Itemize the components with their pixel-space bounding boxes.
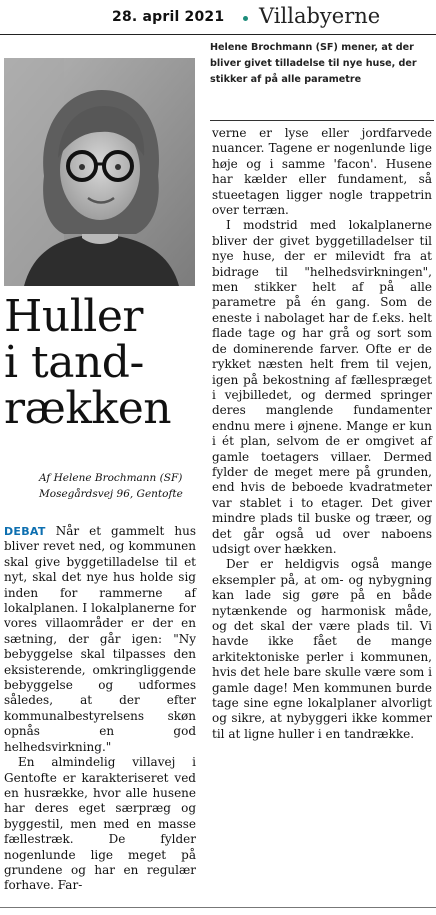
headline-line: rækken xyxy=(4,383,172,434)
bottom-rule xyxy=(0,907,436,908)
article-headline xyxy=(4,291,200,434)
byline-author: Af Helene Brochmann (SF) xyxy=(39,472,183,484)
article-column-1 xyxy=(4,524,196,894)
debate-kicker: DEBAT xyxy=(4,525,46,538)
caption-rule xyxy=(210,120,434,121)
headline-line: Huller xyxy=(4,291,143,342)
section-name: Villabyerne xyxy=(259,4,381,28)
issue-date: 28. april 2021 xyxy=(112,9,225,25)
article-paragraph: verne er lyse eller jordfarvede nuancer. Tagene er nogenlunde lige høje og i samme 'facon'. Husene har kælder eller fundament, så stueetagen ligger nogle trappetrin over terræn. xyxy=(212,126,432,218)
article-paragraph xyxy=(4,524,196,755)
portrait-photo xyxy=(4,58,195,286)
portrait-photo-icon xyxy=(4,58,195,286)
article-paragraph: En almindelig villavej i Gentofte er karakteriseret ved en husrække, hvor alle husene har deres eget særpræg og byggestil, men med en masse fællestræk. De fylder nogenlunde lige meget på grundene og har en regulær forhave. Far- xyxy=(4,755,196,893)
paragraph-text: Når et gammelt hus bliver revet ned, og kommunen skal give byggetilladelse til et nyt, skal det nye hus holde sig inden for rammerne af lokalplanen. I lokalplanerne for vores villaområder er der en sætning, der går igen: "Ny bebyggelse skal tilpasses den eksisterende, omkringliggende bebyggelse og udformes således, at der efter kommunalbestyrelsens skøn opnås en god helhedsvirkning." xyxy=(4,524,196,754)
article-paragraph: Der er heldigvis også mange eksempler på, at om- og nybygning kan lade sig gøre på en både nytænkende og harmonisk måde, og det skal der være plads til. Vi havde ikke fået de mange arkitektoniske perler i kommunen, hvis det hele bare skulle være som i gamle dage! Men kommunen burde tage sine egne lokalplaner alvorligt og sikre, at nybyggeri ikke kommer til at ligne huller i en tandrække. xyxy=(212,557,432,741)
article-paragraph: I modstrid med lokalplanerne bliver der givet byggetilladelser til nye huse, der er milevidt fra at bidrage til "helhedsvirkningen", men stikker helt af på alle parametre på én gang. Som de eneste i nabolaget har de f.eks. helt flade tage og har grå og sort som de dominerende farver. Ofte er de rykket næsten helt frem til vejen, igen på bekostning af fællespræget i vejbilledet, og dermed springer deres manglende fundamenter endnu mere i øjnene. Mange er kun i ét plan, selvom de er omgivet af gamle toetagers villaer. Dermed fylder de meget mere på grunden, end hvis de beboede kvadratmeter var stablet i to etager. Det giver mindre plads til buske og træer, og det går også ud over naboens udsigt over hækken. xyxy=(212,218,432,556)
separator-dot-icon xyxy=(243,16,248,21)
header-rule xyxy=(0,34,436,35)
byline-address: Mosegårdsvej 96, Gentofte xyxy=(39,488,183,500)
headline-line: i tand- xyxy=(4,337,144,388)
article-column-2 xyxy=(212,126,432,742)
page-header xyxy=(0,0,436,34)
photo-caption: Helene Brochmann (SF) mener, at der bliver givet tilladelse til nye huse, der stikker af på alle parametre xyxy=(210,42,417,85)
byline xyxy=(39,470,199,502)
